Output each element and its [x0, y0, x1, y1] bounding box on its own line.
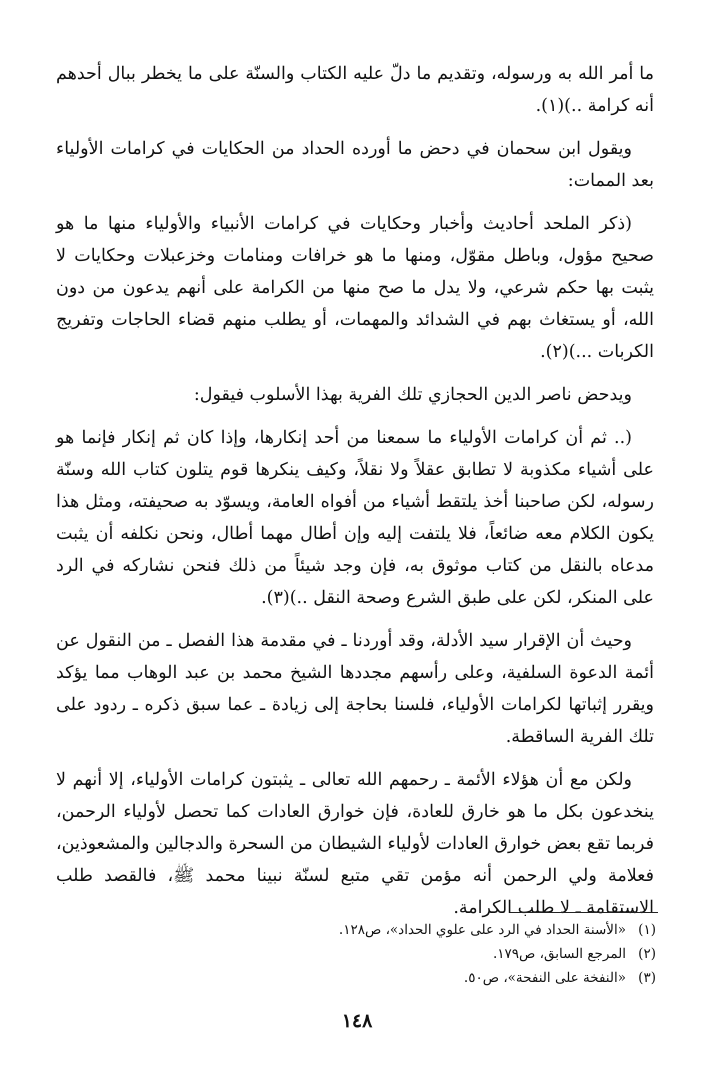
footnotes	[60, 918, 656, 990]
paragraph-2: ويقول ابن سحمان في دحض ما أورده الحداد من الحكايات في كرامات الأولياء بعد الممات:	[56, 139, 654, 191]
footnote-number: (١)	[638, 922, 656, 938]
footnote-2	[60, 942, 656, 966]
footnote-divider	[510, 912, 658, 913]
footnote-text: المرجع السابق، ص١٧٩.	[492, 946, 626, 962]
paragraph-7: ولكن مع أن هؤلاء الأئمة ـ رحمهم الله تعالى ـ يثبتون كرامات الأولياء، إلا أنهم لا ينخدعون بكل ما هو خارق للعادة، فإن خوارق العادات كما تحصل لأولياء الرحمن، فربما تقع بعض خوارق العادات لأولياء الشيطان من السحرة والدجالين والمشعوذين، فعلامة ولي الرحمن أنه مؤمن تقي متبع لسنّة نبينا محمد ﷺ، فالقصد طلب الاستقامة ـ لا طلب الكرامة.	[56, 770, 654, 918]
footnote-1	[60, 918, 656, 942]
footnote-3	[60, 966, 656, 990]
footnote-number: (٣)	[638, 970, 656, 986]
footnote-text: «الأسنة الحداد في الرد على علوي الحداد»، ص١٢٨.	[338, 922, 626, 938]
page-number: ١٤٨	[341, 1010, 373, 1032]
footnote-number: (٢)	[638, 946, 656, 962]
paragraph-1: ما أمر الله به ورسوله، وتقديم ما دلّ عليه الكتاب والسنّة على ما يخطر ببال أحدهم أنه كرامة ..)(١).	[56, 64, 654, 116]
paragraph-6: وحيث أن الإقرار سيد الأدلة، وقد أوردنا ـ في مقدمة هذا الفصل ـ من النقول عن أئمة الدعوة السلفية، وعلى رأسهم مجددها الشيخ محمد بن عبد الوهاب مما يؤكد ويقرر إثباتها لكرامات الأولياء، فلسنا بحاجة إلى زيادة ـ عما سبق ذكره ـ ردود على تلك الفرية الساقطة.	[56, 631, 654, 747]
page-body	[56, 58, 654, 935]
footnote-text: «النفخة على النفحة»، ص٥٠.	[463, 970, 626, 986]
paragraph-4: ويدحض ناصر الدين الحجازي تلك الفرية بهذا الأسلوب فيقول:	[193, 385, 632, 405]
paragraph-5: (.. ثم أن كرامات الأولياء ما سمعنا من أحد إنكارها، وإذا كان ثم إنكار فإنما هو على أشياء مكذوبة لا تطابق عقلاً ولا نقلاً، وكيف ينكرها قوم يتلون كتاب الله وسنّة رسوله، لكن صاحبنا أخذ يلتقط أشياء من أفواه العامة، ويسوّد به صحيفته، ومثل هذا يكون الكلام معه ضائعاً، فلا يلتفت إليه وإن أطال مهما أطال، ونحن نكلفه أن يثبت مدعاه بالنقل من كتاب موثوق به، فإن وجد شيئاً من ذلك فنحن نشاركه في الرد على المنكر، لكن على طبق الشرع وصحة النقل ..)(٣).	[56, 428, 654, 608]
paragraph-3: (ذكر الملحد أحاديث وأخبار وحكايات في كرامات الأنبياء والأولياء منها ما هو صحيح مؤول، وباطل مقوّل، ومنها ما هو خرافات ومنامات وخزعبلات وحكايات لا يثبت بها حكم شرعي، ولا يدل ما صح منها من الكرامة على أنهم يدعون من دون الله، أو يستغاث بهم في الشدائد والمهمات، أو يطلب منهم قضاء الحاجات وتفريج الكربات ...)(٢).	[56, 214, 654, 362]
